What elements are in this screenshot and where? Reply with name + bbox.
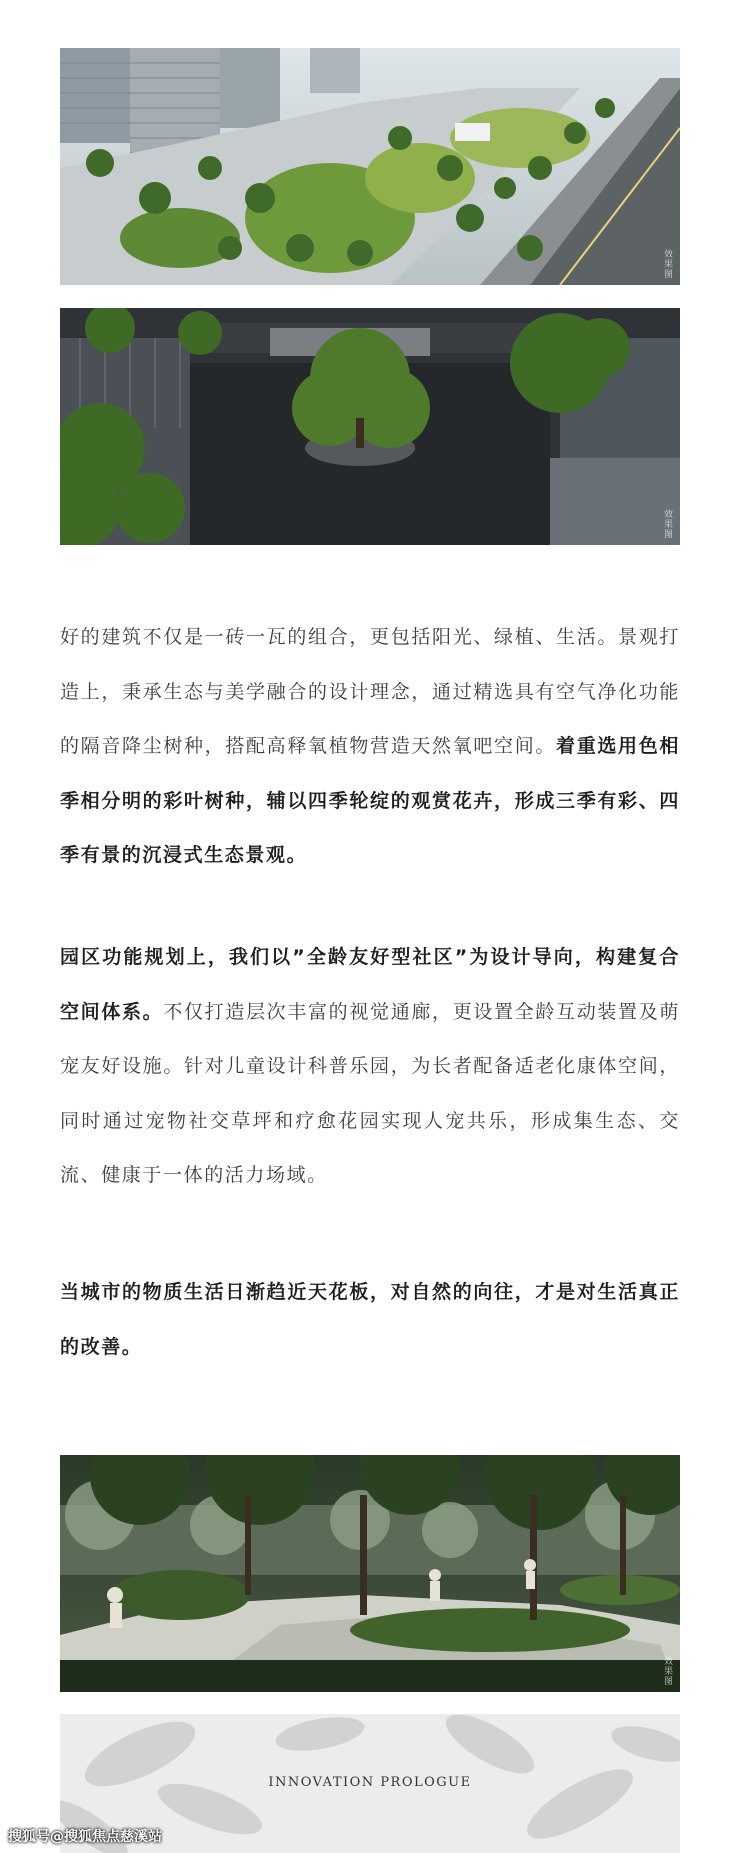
- paragraph-bold-text: 园区功能规划上，我们以”全龄友好型社区”为设计导向，构建复合空间体系。: [60, 946, 680, 1023]
- prologue-title: INNOVATION PROLOGUE: [268, 1775, 472, 1790]
- paragraph-bold-text: 当城市的物质生活日渐趋近天花板，对自然的向往，才是对生活真正的改善。: [60, 1281, 680, 1358]
- courtyard-rendering-image: [60, 308, 680, 545]
- paragraph-text: 好的建筑不仅是一砖一瓦的组合，更包括阳光、绿植、生活。景观打造上，秉承生态与美学融合的设计理念，通过精选具有空气净化功能的隔音降尘树种，搭配高释氧植物营造天然氧吧空间。: [60, 626, 680, 757]
- paragraph-conclusion: [60, 1265, 680, 1374]
- rendering-caption: 效果图: [662, 249, 672, 279]
- garden-rendering-image: [60, 1455, 680, 1692]
- paragraph-landscape: [60, 610, 680, 883]
- paragraph-functions: [60, 930, 680, 1203]
- source-watermark: 搜狐号@搜狐焦点慈溪站: [8, 1829, 162, 1845]
- paragraph-bold-text: 着重选用色相季相分明的彩叶树种，辅以四季轮绽的观赏花卉，形成三季有彩、四季有景的沉浸式生态景观。: [60, 735, 680, 866]
- aerial-rendering-image: [60, 48, 680, 285]
- rendering-caption: 效果图: [662, 1656, 672, 1686]
- rendering-caption: 效果图: [662, 509, 672, 539]
- paragraph-text: 不仅打造层次丰富的视觉通廊，更设置全龄互动装置及萌宠友好设施。针对儿童设计科普乐园，为长者配备适老化康体空间，同时通过宠物社交草坪和疗愈花园实现人宠共乐，形成集生态、交流、健康于一体的活力场域。: [60, 1000, 680, 1186]
